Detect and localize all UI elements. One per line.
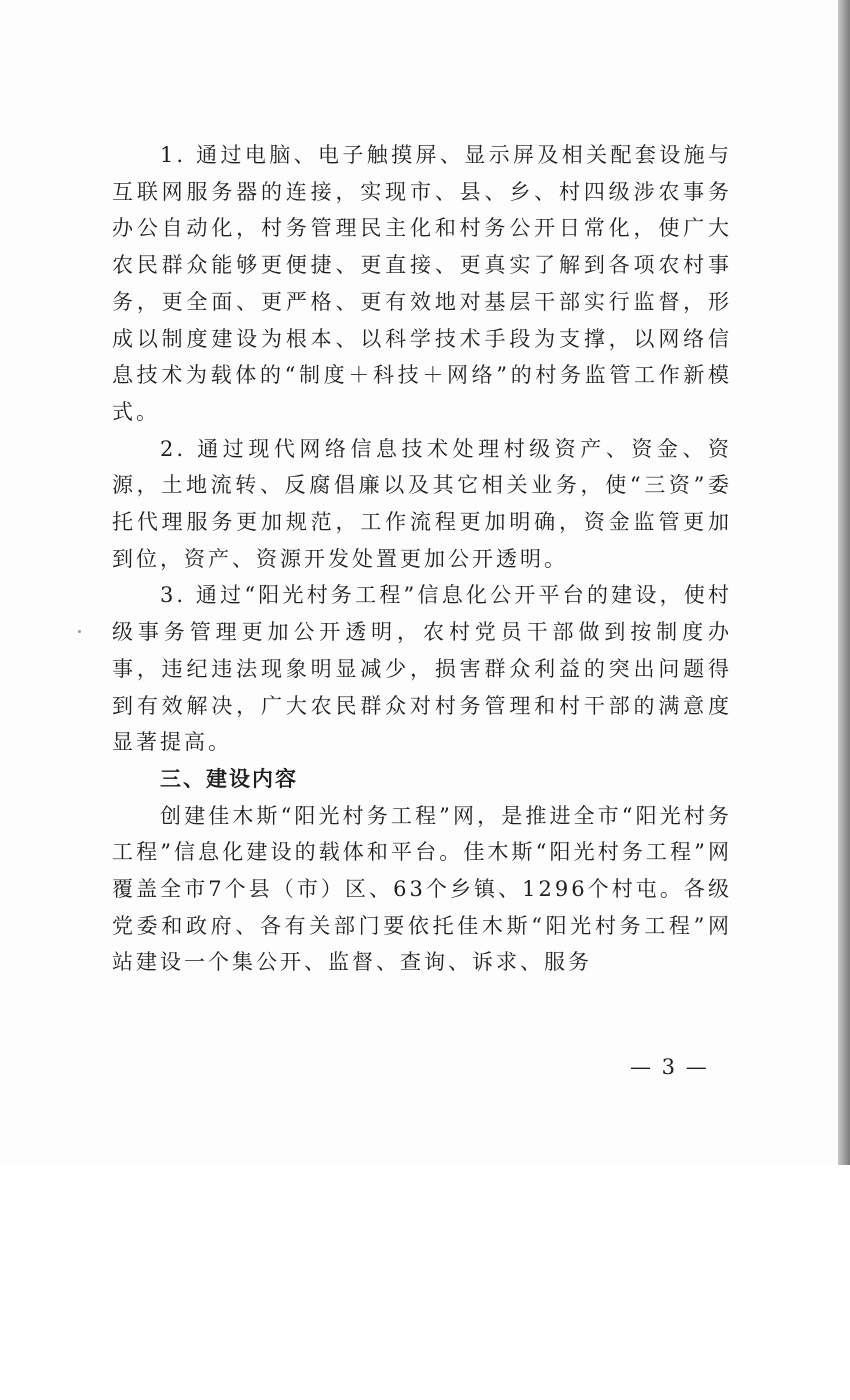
paragraph-1: 1. 通过电脑、电子触摸屏、显示屏及相关配套设施与互联网服务器的连接，实现市、县、乡、村四级涉农事务办公自动化，村务管理民主化和村务公开日常化，使广大农民群众能够更便捷、更直接、更真实了解到各项农村事务，更全面、更严格、更有效地对基层干部实行监督，形成以制度建设为根本、以科学技术手段为支撑，以网络信息技术为载体的“制度＋科技＋网络”的村务监管工作新模式。 bbox=[112, 143, 732, 424]
section-paragraph: 创建佳木斯“阳光村务工程”网，是推进全市“阳光村务工程”信息化建设的载体和平台。佳木斯“阳光村务工程”网覆盖全市7个县（市）区、63个乡镇、1296个村屯。各级党委和政府、各有关部门要依托佳木斯“阳光村务工程”网站建设一个集公开、监督、查询、诉求、服务 bbox=[112, 803, 732, 975]
paragraph-3: 3. 通过“阳光村务工程”信息化公开平台的建设，使村级事务管理更加公开透明，农村党员干部做到按制度办事，违纪违法现象明显减少，损害群众利益的突出问题得到有效解决，广大农民群众对村务管理和村干部的满意度显著提高。 bbox=[112, 583, 732, 755]
section-heading: 三、建设内容 bbox=[160, 766, 298, 791]
paragraph-2: 2. 通过现代网络信息技术处理村级资产、资金、资源，土地流转、反腐倡廉以及其它相关业务，使“三资”委托代理服务更加规范，工作流程更加明确，资金监管更加到位，资产、资源开发处置更加公开透明。 bbox=[112, 436, 732, 571]
page-edge-shadow bbox=[838, 0, 850, 1165]
page-number: — 3 — bbox=[630, 1055, 709, 1079]
document-body bbox=[112, 137, 732, 981]
blank-area bbox=[0, 1165, 850, 1400]
scan-speck bbox=[78, 630, 81, 633]
